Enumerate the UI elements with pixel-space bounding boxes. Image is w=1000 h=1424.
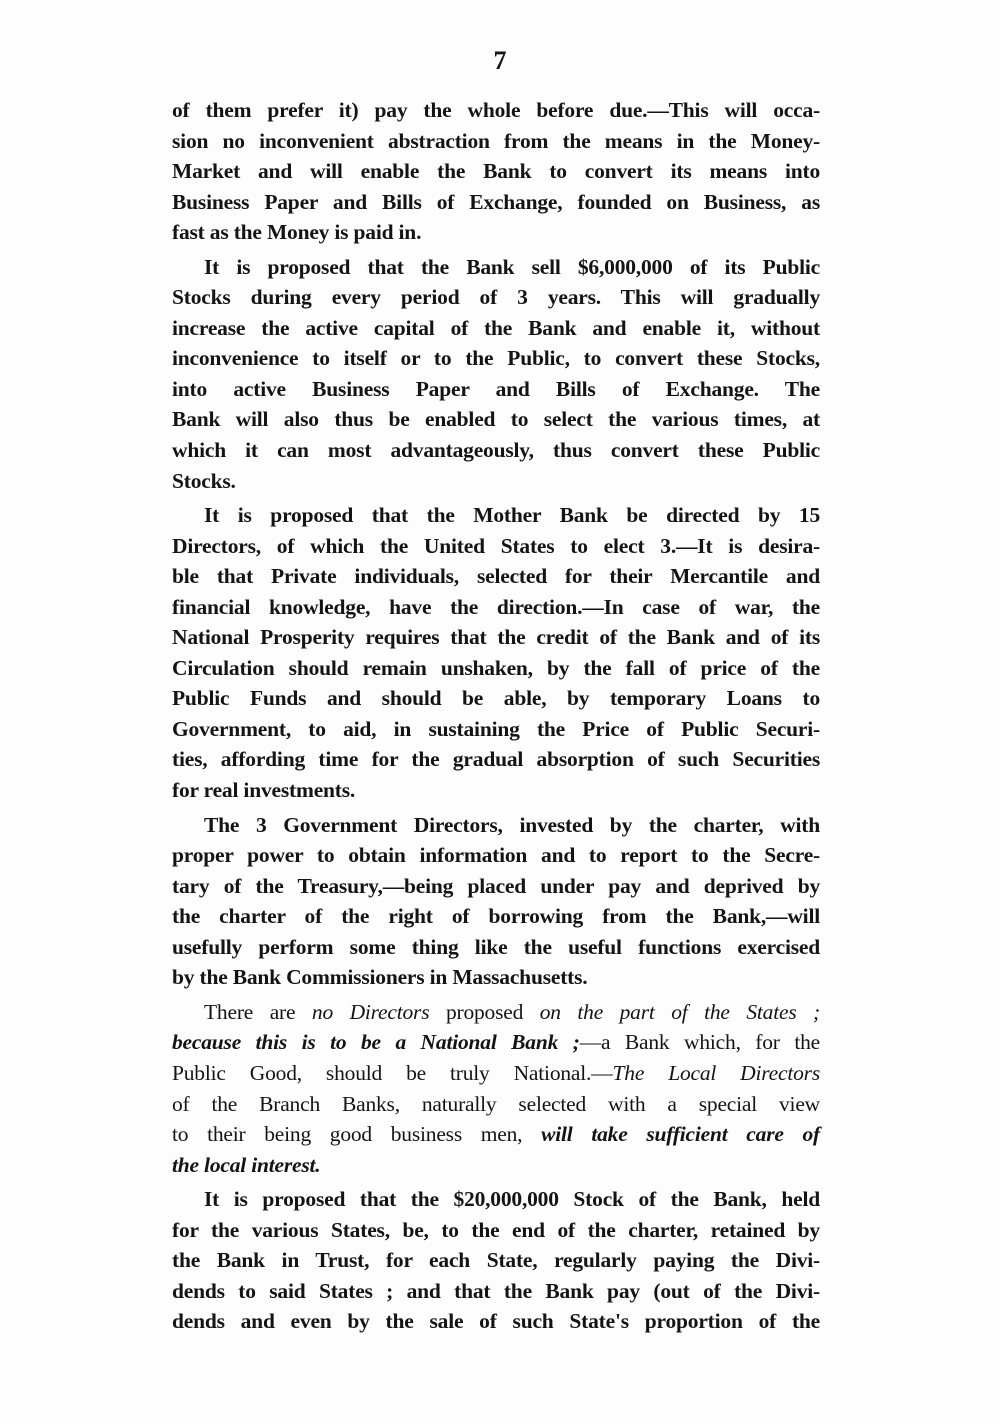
text-run: Public Good, should be truly National.— (172, 1060, 613, 1085)
text-line: It is proposed that the Mother Bank be directed by 15 (204, 503, 820, 528)
emphasis-run: will take sufficient care of (541, 1122, 820, 1147)
text-line: the charter of the right of borrowing from the Bank,—will (172, 904, 820, 929)
text-line: the Bank in Trust, for each State, regularly paying the Divi- (172, 1248, 820, 1273)
emphasis-run: on the part of the States ; (539, 999, 821, 1024)
emphasis-run: The Local Directors (612, 1060, 820, 1085)
text-line: usefully perform some thing like the useful functions exercised (172, 934, 820, 959)
text-run: There are (204, 999, 312, 1024)
paragraph-6 (172, 1184, 820, 1337)
text-run: —a Bank which, for the (579, 1030, 820, 1055)
text-line: The 3 Government Directors, invested by the charter, with (204, 812, 820, 837)
text-line: for the various States, be, to the end of the charter, retained by (172, 1217, 820, 1242)
text-line: Market and will enable the Bank to convert its means into (172, 159, 820, 184)
text-line: dends to said States ; and that the Bank pay (out of the Divi- (172, 1278, 820, 1303)
text-line: Directors, of which the United States to elect 3.—It is desira- (172, 533, 820, 558)
text-line: tary of the Treasury,—being placed under pay and deprived by (172, 873, 820, 898)
text-line: sion no inconvenient abstraction from the means in the Money- (172, 128, 820, 153)
body-text (172, 95, 820, 1341)
text-line: Stocks during every period of 3 years. This will gradually (172, 285, 820, 310)
text-run: proposed (429, 999, 540, 1024)
text-line: ties, affording time for the gradual absorption of such Securities (172, 747, 820, 772)
text-line: National Prosperity requires that the credit of the Bank and of its (172, 625, 820, 650)
paragraph-1 (172, 95, 820, 248)
text-line: proper power to obtain information and to report to the Secre- (172, 843, 820, 868)
text-line: Government, to aid, in sustaining the Price of Public Securi- (172, 716, 820, 741)
text-line: increase the active capital of the Bank and enable it, without (172, 315, 820, 340)
text-line: inconvenience to itself or to the Public, to convert these Stocks, (172, 346, 820, 371)
text-line: by the Bank Commissioners in Massachusetts. (172, 965, 588, 990)
text-line: fast as the Money is paid in. (172, 220, 422, 245)
text-line: Stocks. (172, 468, 236, 493)
text-line: It is proposed that the Bank sell $6,000,000 of its Public (204, 254, 820, 279)
text-line: ble that Private individuals, selected for their Mercantile and (172, 564, 820, 589)
emphasis-run: no Directors (311, 999, 430, 1024)
text-line: dends and even by the sale of such State's proportion of the (172, 1309, 820, 1334)
text-line (172, 1119, 820, 1150)
paragraph-3 (172, 500, 820, 805)
text-line: the local interest. (172, 1152, 321, 1177)
paragraph-2 (172, 252, 820, 496)
text-line: Business Paper and Bills of Exchange, founded on Business, as (172, 189, 820, 214)
page-number: 7 (493, 46, 507, 75)
text-line: Public Funds and should be able, by temporary Loans to (172, 686, 820, 711)
text-line: which it can most advantageously, thus convert these Public (172, 438, 820, 463)
text-line (172, 1027, 820, 1058)
text-line: Circulation should remain unshaken, by the fall of price of the (172, 655, 820, 680)
paragraph-4 (172, 810, 820, 993)
text-line: of the Branch Banks, naturally selected with a special view (172, 1091, 820, 1116)
text-line: of them prefer it) pay the whole before due.—This will occa- (172, 98, 820, 122)
text-line: financial knowledge, have the direction.—In case of war, the (172, 594, 820, 619)
text-line: Bank will also thus be enabled to select the various times, at (172, 407, 820, 432)
text-run: to their being good business men, (172, 1122, 542, 1147)
text-line (172, 1058, 820, 1089)
text-line: into active Business Paper and Bills of Exchange. The (172, 376, 820, 401)
text-line: for real investments. (172, 778, 356, 803)
text-line: It is proposed that the $20,000,000 Stock of the Bank, held (204, 1187, 820, 1212)
emphasis-run: because this is to be a National Bank ; (172, 1030, 580, 1055)
text-line (172, 997, 820, 1028)
paragraph-5 (172, 997, 820, 1180)
